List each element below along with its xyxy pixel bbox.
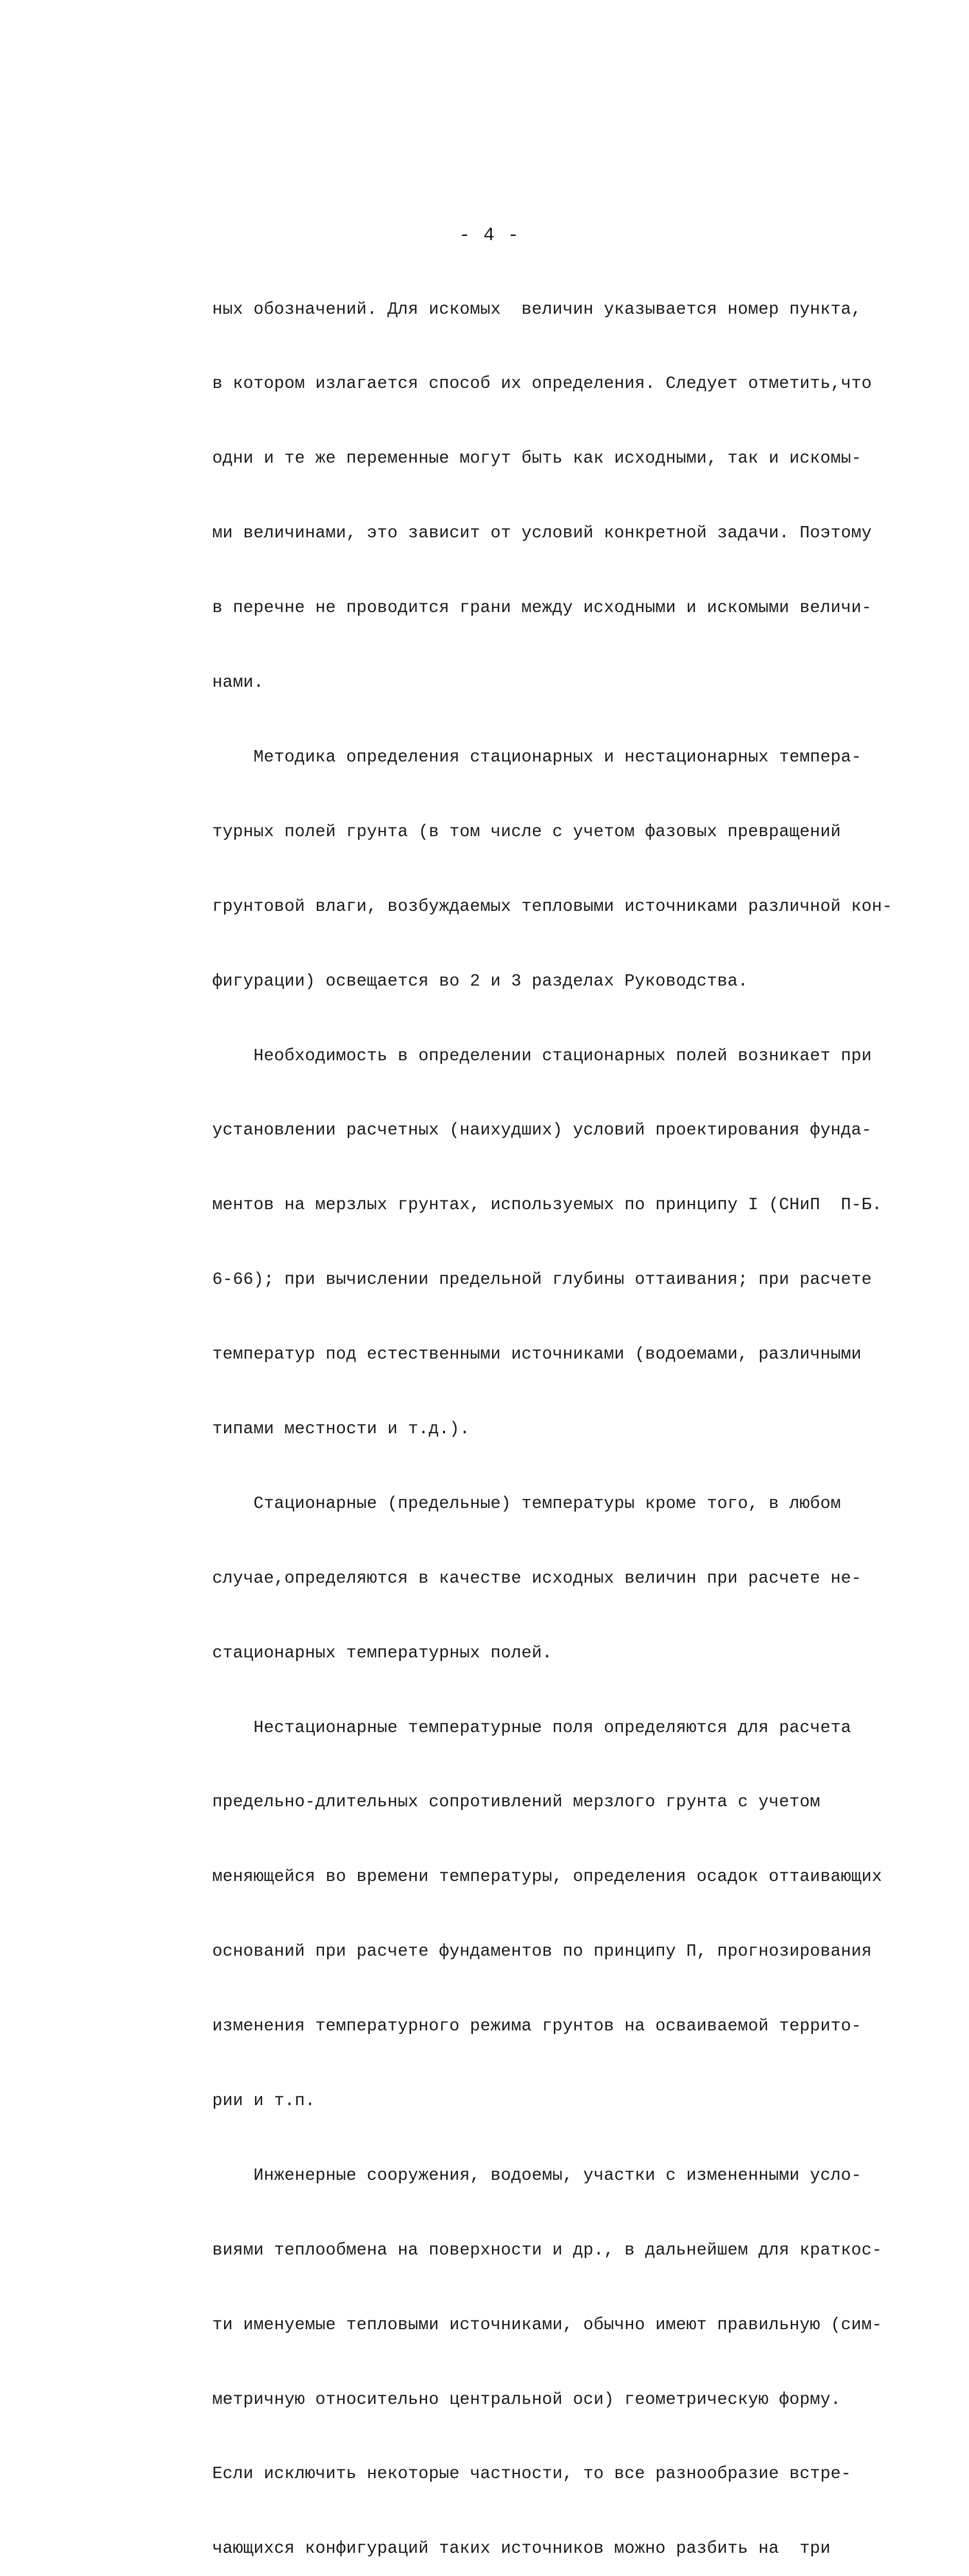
text-line: предельно-длительных сопротивлений мерзлого грунта с учетом: [212, 1792, 821, 1812]
body-text: [212, 247, 893, 2576]
text-line: метричную относительно центральной оси) геометрическую форму.: [212, 2389, 841, 2409]
text-line: Инженерные сооружения, водоемы, участки с измененными усло-: [212, 2165, 862, 2185]
text-line: Методика определения стационарных и нестационарных темпера-: [212, 747, 862, 767]
text-line: Стационарные (предельные) температуры кроме того, в любом: [212, 1494, 841, 1513]
text-line: чающихся конфигураций таких источников можно разбить на три: [212, 2539, 831, 2558]
text-line: 6-66); при вычислении предельной глубины оттаивания; при расчете: [212, 1270, 872, 1290]
text-line: Нестационарные температурные поля определяются для расчета: [212, 1718, 852, 1737]
text-line: ми величинами, это зависит от условий конкретной задачи. Поэтому: [212, 523, 872, 543]
text-line: температур под естественными источниками (водоемами, различными: [212, 1345, 862, 1364]
text-line: случае,определяются в качестве исходных величин при расчете не-: [212, 1568, 862, 1588]
text-line: оснований при расчете фундаментов по принципу П, прогнозирования: [212, 1942, 872, 1961]
text-line: стационарных температурных полей.: [212, 1643, 553, 1663]
text-line: нами.: [212, 673, 264, 692]
text-line: турных полей грунта (в том числе с учетом фазовых превращений: [212, 822, 841, 841]
text-line: рии и т.п.: [212, 2091, 316, 2110]
text-line: типами местности и т.д.).: [212, 1419, 470, 1438]
text-line: Необходимость в определении стационарных полей возникает при: [212, 1046, 872, 1065]
text-line: установлении расчетных (наихудших) условий проектирования фунда-: [212, 1121, 872, 1140]
text-line: виями теплообмена на поверхности и др., в дальнейшем для краткос-: [212, 2240, 882, 2260]
text-line: Если исключить некоторые частности, то все разнообразие встре-: [212, 2464, 852, 2484]
text-line: меняющейся во времени температуры, определения осадок оттаивающих: [212, 1867, 882, 1887]
text-line: одни и те же переменные могут быть как исходными, так и искомы-: [212, 449, 862, 468]
text-line: в котором излагается способ их определения. Следует отметить,что: [212, 374, 872, 394]
text-line: ных обозначений. Для искомых величин указывается номер пункта,: [212, 299, 862, 319]
text-line: изменения температурного режима грунтов на осваиваемой террито-: [212, 2016, 862, 2036]
text-line: ментов на мерзлых грунтах, используемых по принципу I (СНиП П-Б.: [212, 1195, 882, 1215]
page-number: - 4 -: [458, 225, 520, 246]
text-line: фигурации) освещается во 2 и 3 разделах Руководства.: [212, 971, 749, 991]
text-line: ти именуемые тепловыми источниками, обычно имеют правильную (сим-: [212, 2315, 882, 2334]
text-line: в перечне не проводится грани между исходными и искомыми величи-: [212, 598, 872, 618]
text-line: грунтовой влаги, возбуждаемых тепловыми источниками различной кон-: [212, 896, 893, 916]
